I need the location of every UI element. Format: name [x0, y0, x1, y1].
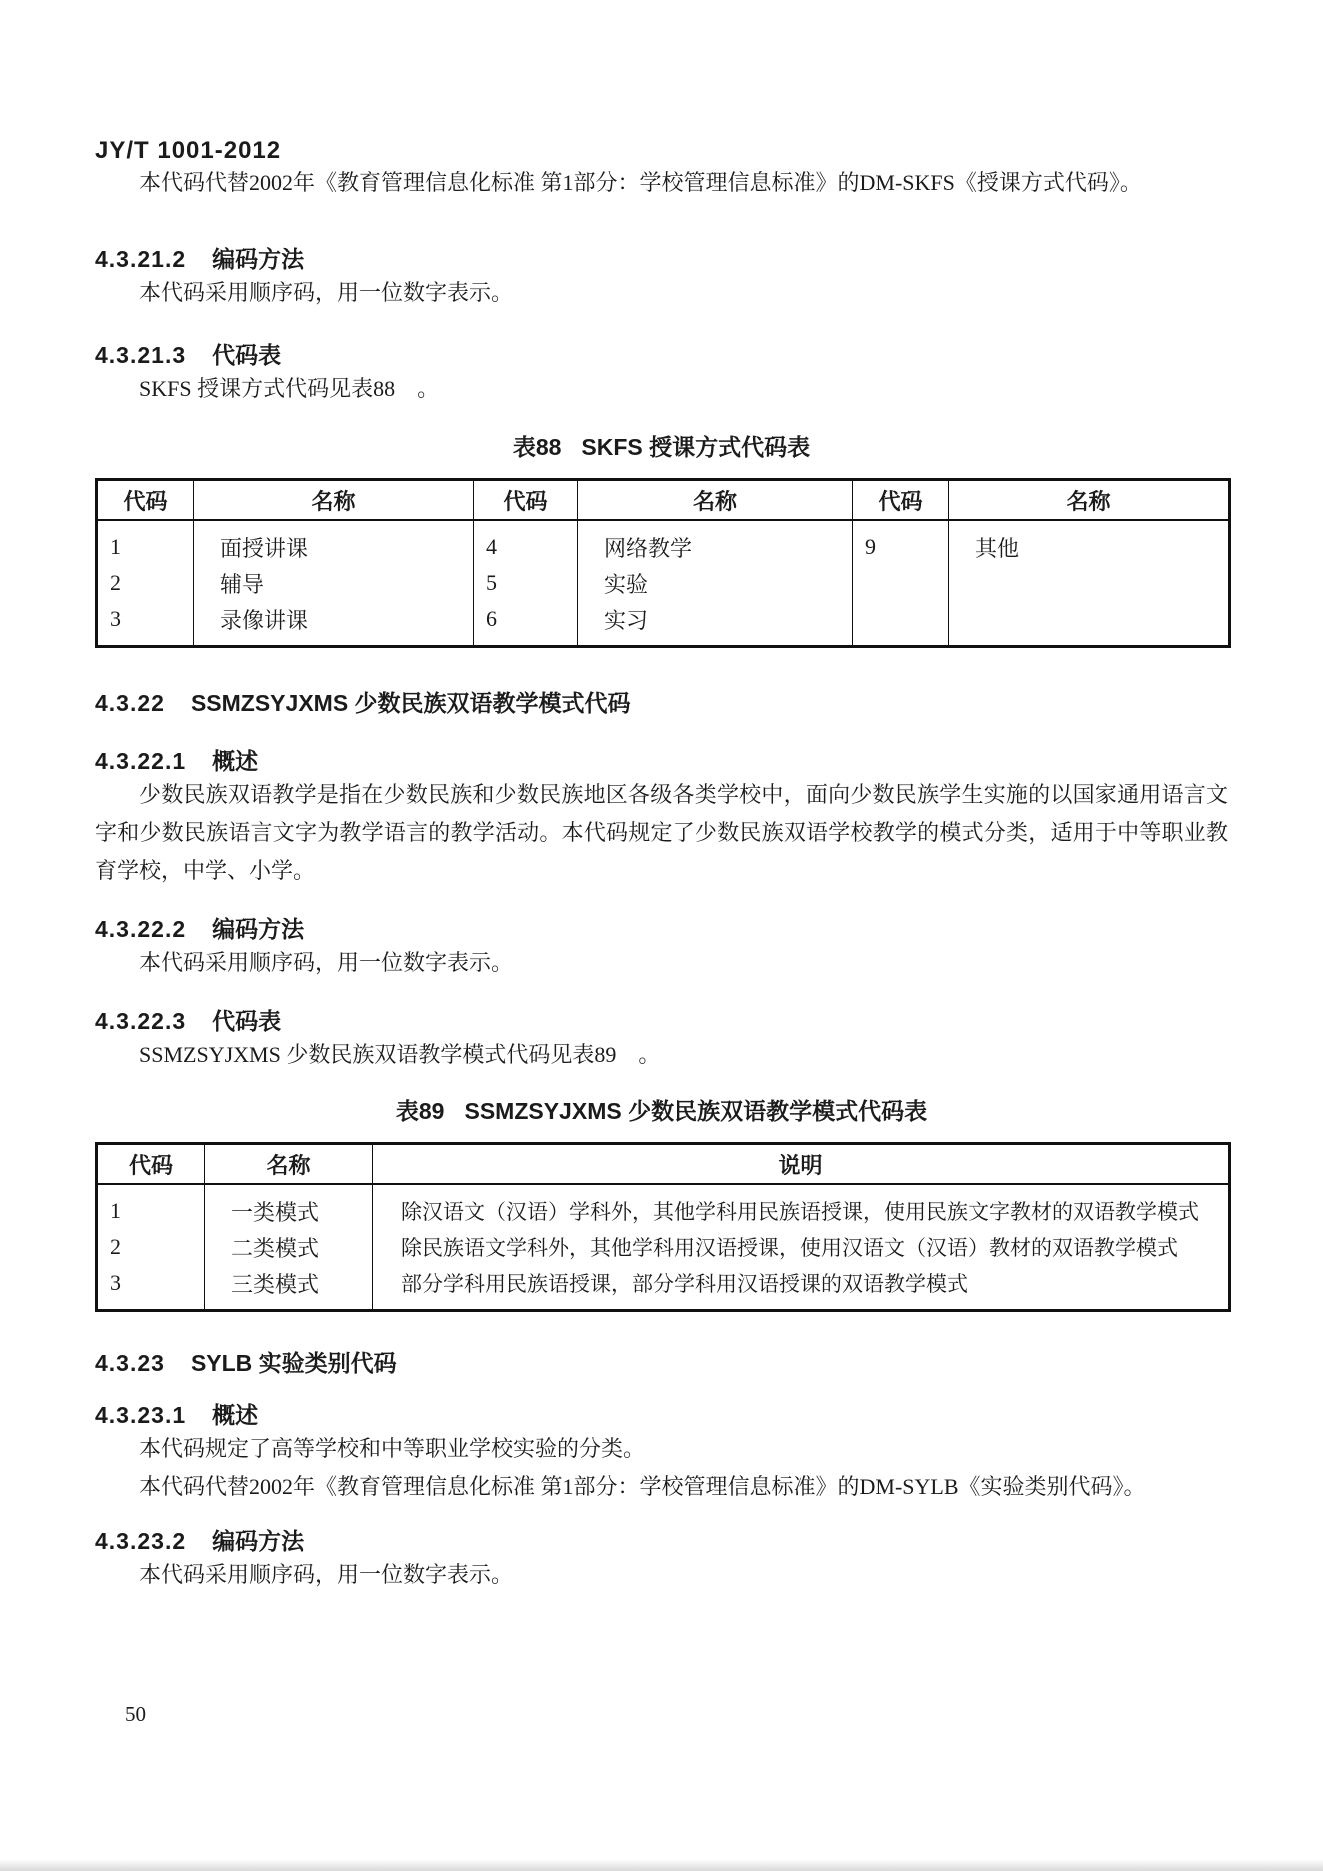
table-row: [97, 601, 1230, 647]
code-cell: 4: [474, 520, 578, 565]
table-89-caption: [95, 1096, 1228, 1126]
heading-title: 编码方法: [212, 1528, 305, 1554]
name-cell: 网络教学: [578, 520, 853, 565]
code-cell: 3: [97, 601, 194, 647]
name-cell: [949, 601, 1230, 647]
heading-4-3-21-3: [95, 340, 1228, 370]
code-cell: 1: [97, 1184, 205, 1229]
heading-4-3-22-3: [95, 1006, 1228, 1036]
heading-title: 概述: [212, 748, 259, 774]
table-row: [97, 565, 1230, 601]
heading-4-3-22: [95, 688, 1228, 718]
heading-4-3-22-2: [95, 914, 1228, 944]
heading-number: 4.3.22: [95, 690, 165, 716]
heading-number: 4.3.23.1: [95, 1402, 187, 1428]
doc-code-header: JY/T 1001-2012: [95, 137, 282, 164]
heading-number: 4.3.22.1: [95, 748, 187, 774]
heading-4-3-23-2: [95, 1526, 1228, 1556]
column-header-name: 名称: [194, 480, 474, 521]
paragraph-replace-note-sylb: 本代码代替2002年《教育管理信息化标准 第1部分：学校管理信息标准》的DM-SYLB《实验类别代码》。: [139, 1474, 1146, 1499]
heading-title: 代码表: [212, 1008, 282, 1034]
heading-number: 4.3.23: [95, 1350, 165, 1376]
column-header-code: 代码: [97, 1144, 205, 1185]
heading-number: 4.3.21.3: [95, 342, 187, 368]
table-88-caption: [95, 432, 1228, 462]
code-cell: 2: [97, 1229, 205, 1265]
paragraph-encoding-method: 本代码采用顺序码，用一位数字表示。: [139, 950, 514, 975]
table-row: [97, 1184, 1230, 1229]
code-cell: 6: [474, 601, 578, 647]
column-header-code: 代码: [97, 480, 194, 521]
table-89-label: 表89: [395, 1098, 445, 1124]
name-cell: 实习: [578, 601, 853, 647]
code-cell: [853, 565, 949, 601]
name-cell: 三类模式: [205, 1265, 373, 1311]
table-88-label: 表88: [512, 434, 562, 460]
name-cell: 一类模式: [205, 1184, 373, 1229]
heading-number: 4.3.22.2: [95, 916, 187, 942]
heading-4-3-22-1: [95, 746, 1228, 776]
code-cell: 1: [97, 520, 194, 565]
heading-title: SSMZSYJXMS 少数民族双语教学模式代码: [190, 690, 631, 716]
description-cell: 部分学科用民族语授课，部分学科用汉语授课的双语教学模式: [373, 1265, 1230, 1311]
column-header-code: 代码: [853, 480, 949, 521]
table-row: [97, 1265, 1230, 1311]
column-header-description: 说明: [373, 1144, 1230, 1185]
table-row: [97, 520, 1230, 565]
heading-4-3-23-1: [95, 1400, 1228, 1430]
table-89-header-row: [97, 1144, 1230, 1185]
name-cell: 实验: [578, 565, 853, 601]
table-89-bilingual-mode-codes: [95, 1142, 1231, 1312]
column-header-name: 名称: [578, 480, 853, 521]
heading-title: 编码方法: [212, 246, 305, 272]
code-cell: 2: [97, 565, 194, 601]
paragraph-encoding-method: 本代码采用顺序码，用一位数字表示。: [139, 280, 514, 305]
description-cell: 除汉语文（汉语）学科外，其他学科用民族语授课，使用民族文字教材的双语教学模式: [373, 1184, 1230, 1229]
table-88-skfs-codes: [95, 478, 1231, 648]
name-cell: 其他: [949, 520, 1230, 565]
paragraph-encoding-method: 本代码采用顺序码，用一位数字表示。: [139, 1562, 514, 1587]
heading-4-3-21-2: [95, 244, 1228, 274]
column-header-code: 代码: [474, 480, 578, 521]
heading-title: SYLB 实验类别代码: [190, 1350, 397, 1376]
column-header-name: 名称: [949, 480, 1230, 521]
paragraph-see-table-88: SKFS 授课方式代码见表88 。: [139, 376, 440, 401]
paragraph-bilingual-overview: 少数民族双语教学是指在少数民族和少数民族地区各级各类学校中，面向少数民族学生实施的以国家通用语言文字和少数民族语言文字为教学语言的教学活动。本代码规定了少数民族双语学校教学的模式分类，适用于中等职业教育学校，中学、小学。: [95, 782, 1228, 883]
name-cell: [949, 565, 1230, 601]
heading-number: 4.3.21.2: [95, 246, 187, 272]
paragraph-experiment-scope: 本代码规定了高等学校和中等职业学校实验的分类。: [139, 1436, 646, 1461]
intro-replace-note: 本代码代替2002年《教育管理信息化标准 第1部分：学校管理信息标准》的DM-SKFS《授课方式代码》。: [139, 170, 1142, 195]
table-88-header-row: [97, 480, 1230, 521]
table-row: [97, 1229, 1230, 1265]
heading-title: 概述: [212, 1402, 259, 1428]
heading-number: 4.3.23.2: [95, 1528, 187, 1554]
code-cell: 5: [474, 565, 578, 601]
heading-title: 编码方法: [212, 916, 305, 942]
code-cell: 9: [853, 520, 949, 565]
table-88-title: SKFS 授课方式代码表: [581, 434, 811, 460]
name-cell: 二类模式: [205, 1229, 373, 1265]
paragraph-see-table-89: SSMZSYJXMS 少数民族双语教学模式代码见表89 。: [139, 1042, 661, 1067]
name-cell: 面授讲课: [194, 520, 474, 565]
name-cell: 录像讲课: [194, 601, 474, 647]
code-cell: 3: [97, 1265, 205, 1311]
description-cell: 除民族语文学科外，其他学科用汉语授课，使用汉语文（汉语）教材的双语教学模式: [373, 1229, 1230, 1265]
table-89-title: SSMZSYJXMS 少数民族双语教学模式代码表: [464, 1098, 928, 1124]
name-cell: 辅导: [194, 565, 474, 601]
heading-4-3-23: [95, 1348, 1228, 1378]
heading-title: 代码表: [212, 342, 282, 368]
page-number: 50: [125, 1702, 146, 1726]
column-header-name: 名称: [205, 1144, 373, 1185]
heading-number: 4.3.22.3: [95, 1008, 187, 1034]
code-cell: [853, 601, 949, 647]
